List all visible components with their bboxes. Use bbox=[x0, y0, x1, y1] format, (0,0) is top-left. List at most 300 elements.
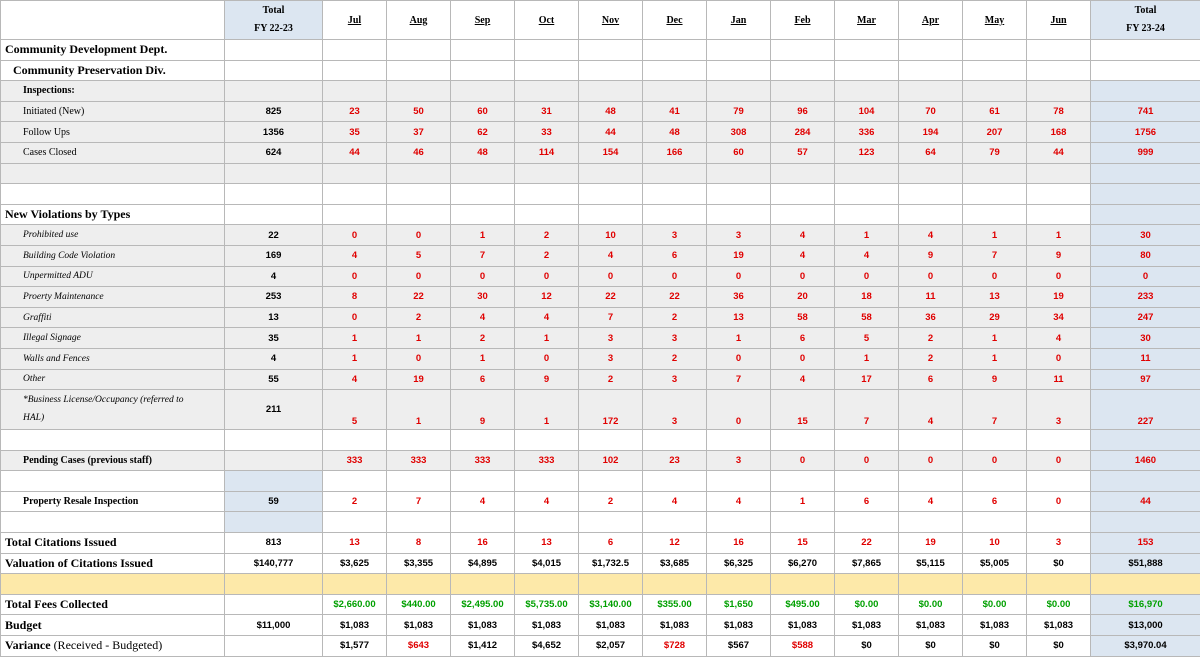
header-month-jul: Jul bbox=[323, 1, 387, 40]
violation-row-month-cell: 0 bbox=[771, 266, 835, 287]
violation-row-month-cell: 36 bbox=[707, 287, 771, 308]
violation-row-month-cell: 9 bbox=[899, 245, 963, 266]
variance-row-month-cell: $588 bbox=[771, 636, 835, 657]
empty-cell bbox=[225, 471, 323, 492]
violation-row bbox=[1, 348, 1200, 369]
business-license-row bbox=[1, 390, 1200, 430]
violation-row-month-cell: 2 bbox=[515, 225, 579, 246]
violation-row-month-cell: 58 bbox=[835, 307, 899, 328]
violation-row-month-cell: 5 bbox=[835, 328, 899, 349]
header-month-dec: Dec bbox=[643, 1, 707, 40]
citations-row-month-cell: 16 bbox=[707, 533, 771, 554]
empty-cell bbox=[323, 471, 387, 492]
violation-row-month-cell: 1 bbox=[323, 348, 387, 369]
business-label-line2: HAL) bbox=[23, 413, 45, 424]
division-title: Community Preservation Div. bbox=[1, 60, 225, 81]
valuation-row-prev-total: $140,777 bbox=[225, 553, 323, 574]
violation-row-month-cell: 1 bbox=[451, 348, 515, 369]
resale-row-total: 44 bbox=[1091, 491, 1200, 512]
fees-row-month-cell: $0.00 bbox=[963, 594, 1027, 615]
violation-row-month-cell: 18 bbox=[835, 287, 899, 308]
spacer-row bbox=[1, 184, 1200, 205]
violation-row-month-cell: 9 bbox=[515, 369, 579, 390]
valuation-row-month-cell: $5,005 bbox=[963, 553, 1027, 574]
violation-row-month-cell: 1 bbox=[1027, 225, 1091, 246]
violation-row-month-cell: 58 bbox=[771, 307, 835, 328]
violation-row-month-cell: 1 bbox=[707, 328, 771, 349]
business-month-cell: 5 bbox=[323, 390, 387, 430]
gold-separator-row bbox=[1, 574, 1200, 595]
empty-cell bbox=[579, 471, 643, 492]
violation-row-total: 0 bbox=[1091, 266, 1200, 287]
violation-row bbox=[1, 328, 1200, 349]
budget-row-month-cell: $1,083 bbox=[579, 615, 643, 636]
empty-cell bbox=[323, 574, 387, 595]
violation-row-month-cell: 3 bbox=[643, 225, 707, 246]
header-month-nov: Nov bbox=[579, 1, 643, 40]
fees-row-month-cell: $0.00 bbox=[1027, 594, 1091, 615]
violation-row bbox=[1, 369, 1200, 390]
empty-cell bbox=[225, 40, 323, 61]
budget-row-month-cell: $1,083 bbox=[643, 615, 707, 636]
inspection-row-month-cell: 61 bbox=[963, 101, 1027, 122]
resale-row-month-cell: 0 bbox=[1027, 491, 1091, 512]
inspection-row-month-cell: 70 bbox=[899, 101, 963, 122]
pending-row-month-cell: 0 bbox=[899, 450, 963, 471]
header-month-sep: Sep bbox=[451, 1, 515, 40]
business-prev-total: 211 bbox=[225, 390, 323, 430]
empty-cell bbox=[963, 512, 1027, 533]
empty-cell bbox=[1, 471, 225, 492]
variance-row-label bbox=[1, 636, 225, 657]
header-month-aug: Aug bbox=[387, 1, 451, 40]
citations-row bbox=[1, 533, 1200, 554]
violation-row-month-cell: 4 bbox=[515, 307, 579, 328]
resale-row-month-cell: 4 bbox=[643, 491, 707, 512]
inspection-row bbox=[1, 122, 1200, 143]
violation-row-month-cell: 13 bbox=[707, 307, 771, 328]
violation-row-month-cell: 4 bbox=[451, 307, 515, 328]
inspection-row-month-cell: 48 bbox=[643, 122, 707, 143]
variance-row bbox=[1, 636, 1200, 657]
violation-row-month-cell: 0 bbox=[1027, 266, 1091, 287]
inspection-row-month-cell: 166 bbox=[643, 142, 707, 163]
pending-row-month-cell: 3 bbox=[707, 450, 771, 471]
empty-cell bbox=[771, 471, 835, 492]
violation-row-month-cell: 22 bbox=[579, 287, 643, 308]
violation-row-month-cell: 12 bbox=[515, 287, 579, 308]
division-row bbox=[1, 60, 1200, 81]
violations-heading-row bbox=[1, 204, 1200, 225]
valuation-row-month-cell: $3,625 bbox=[323, 553, 387, 574]
header-blank-cell bbox=[1, 1, 225, 40]
header-total-fy23-24 bbox=[1091, 1, 1200, 40]
violation-row-month-cell: 2 bbox=[643, 307, 707, 328]
violation-row-label: Graffiti bbox=[1, 307, 225, 328]
violations-rows bbox=[1, 225, 1200, 390]
header-total-prev-line2: FY 22-23 bbox=[254, 23, 293, 34]
empty-cell bbox=[771, 512, 835, 533]
citations-row-month-cell: 16 bbox=[451, 533, 515, 554]
inspection-row-month-cell: 57 bbox=[771, 142, 835, 163]
resale-row-month-cell: 4 bbox=[515, 491, 579, 512]
violation-row-month-cell: 36 bbox=[899, 307, 963, 328]
header-month-may: May bbox=[963, 1, 1027, 40]
violation-row-prev-total: 4 bbox=[225, 266, 323, 287]
budget-row-month-cell: $1,083 bbox=[707, 615, 771, 636]
business-month-cell: 15 bbox=[771, 390, 835, 430]
empty-cell bbox=[1, 574, 225, 595]
valuation-row-month-cell: $1,732.5 bbox=[579, 553, 643, 574]
spacer-row bbox=[1, 512, 1200, 533]
spacer-row bbox=[1, 471, 1200, 492]
inspection-row-month-cell: 104 bbox=[835, 101, 899, 122]
inspection-row-month-cell: 48 bbox=[579, 101, 643, 122]
empty-cell bbox=[899, 574, 963, 595]
violation-row-month-cell: 4 bbox=[323, 369, 387, 390]
violation-row-month-cell: 11 bbox=[899, 287, 963, 308]
inspection-row-month-cell: 44 bbox=[323, 142, 387, 163]
violation-row-month-cell: 30 bbox=[451, 287, 515, 308]
business-total: 227 bbox=[1091, 390, 1200, 430]
violations-heading: New Violations by Types bbox=[1, 204, 225, 225]
budget-row-month-cell: $1,083 bbox=[899, 615, 963, 636]
empty-cell bbox=[707, 574, 771, 595]
valuation-row-month-cell: $3,355 bbox=[387, 553, 451, 574]
violation-row bbox=[1, 287, 1200, 308]
business-month-cell: 0 bbox=[707, 390, 771, 430]
inspection-row bbox=[1, 101, 1200, 122]
inspection-row bbox=[1, 142, 1200, 163]
inspection-row-month-cell: 79 bbox=[963, 142, 1027, 163]
violation-row bbox=[1, 225, 1200, 246]
violation-row-month-cell: 19 bbox=[1027, 287, 1091, 308]
empty-cell bbox=[643, 512, 707, 533]
violation-row-month-cell: 4 bbox=[579, 245, 643, 266]
budget-row-month-cell: $1,083 bbox=[963, 615, 1027, 636]
inspection-row-month-cell: 23 bbox=[323, 101, 387, 122]
valuation-row-month-cell: $4,895 bbox=[451, 553, 515, 574]
violation-row-month-cell: 7 bbox=[963, 245, 1027, 266]
violation-row-total: 30 bbox=[1091, 328, 1200, 349]
header-month-oct: Oct bbox=[515, 1, 579, 40]
violation-row-month-cell: 0 bbox=[835, 266, 899, 287]
budget-row-month-cell: $1,083 bbox=[835, 615, 899, 636]
empty-cell bbox=[1027, 512, 1091, 533]
violation-row-month-cell: 7 bbox=[451, 245, 515, 266]
violation-row-month-cell: 3 bbox=[579, 328, 643, 349]
valuation-row-month-cell: $6,325 bbox=[707, 553, 771, 574]
violation-row-label: Proerty Maintenance bbox=[1, 287, 225, 308]
violation-row-month-cell: 0 bbox=[451, 266, 515, 287]
violation-row-month-cell: 6 bbox=[771, 328, 835, 349]
citations-row-month-cell: 13 bbox=[515, 533, 579, 554]
header-month-apr: Apr bbox=[899, 1, 963, 40]
resale-row-month-cell: 2 bbox=[323, 491, 387, 512]
inspections-heading: Inspections: bbox=[1, 81, 225, 102]
header-total-fy22-23 bbox=[225, 1, 323, 40]
valuation-row-month-cell: $0 bbox=[1027, 553, 1091, 574]
pending-row-month-cell: 0 bbox=[771, 450, 835, 471]
violation-row-month-cell: 2 bbox=[579, 369, 643, 390]
violation-row-month-cell: 4 bbox=[899, 225, 963, 246]
violation-row-month-cell: 2 bbox=[515, 245, 579, 266]
violation-row-month-cell: 9 bbox=[963, 369, 1027, 390]
violation-row-month-cell: 0 bbox=[963, 266, 1027, 287]
budget-row-month-cell: $1,083 bbox=[1027, 615, 1091, 636]
violation-row-month-cell: 0 bbox=[899, 266, 963, 287]
variance-row-month-cell: $0 bbox=[835, 636, 899, 657]
inspection-row-month-cell: 78 bbox=[1027, 101, 1091, 122]
fees-row-month-cell: $495.00 bbox=[771, 594, 835, 615]
violation-row-month-cell: 4 bbox=[1027, 328, 1091, 349]
inspection-row-month-cell: 114 bbox=[515, 142, 579, 163]
variance-row-total: $3,970.04 bbox=[1091, 636, 1200, 657]
violation-row-month-cell: 6 bbox=[643, 245, 707, 266]
violation-row-month-cell: 10 bbox=[579, 225, 643, 246]
budget-row-month-cell: $1,083 bbox=[323, 615, 387, 636]
empty-cell bbox=[707, 512, 771, 533]
violation-row-prev-total: 253 bbox=[225, 287, 323, 308]
inspection-row-month-cell: 168 bbox=[1027, 122, 1091, 143]
violation-row-month-cell: 1 bbox=[963, 225, 1027, 246]
violation-row-month-cell: 6 bbox=[899, 369, 963, 390]
citations-row-month-cell: 15 bbox=[771, 533, 835, 554]
violation-row-month-cell: 1 bbox=[323, 328, 387, 349]
fees-row-month-cell: $5,735.00 bbox=[515, 594, 579, 615]
inspection-row-month-cell: 96 bbox=[771, 101, 835, 122]
dept-row bbox=[1, 40, 1200, 61]
dept-title: Community Development Dept. bbox=[1, 40, 225, 61]
violation-row-month-cell: 3 bbox=[643, 369, 707, 390]
empty-cell bbox=[1091, 471, 1200, 492]
violation-row-month-cell: 3 bbox=[643, 328, 707, 349]
violation-row-prev-total: 35 bbox=[225, 328, 323, 349]
budget-row-month-cell: $1,083 bbox=[451, 615, 515, 636]
header-month-mar: Mar bbox=[835, 1, 899, 40]
inspection-row-month-cell: 308 bbox=[707, 122, 771, 143]
budget-row-total: $13,000 bbox=[1091, 615, 1200, 636]
pending-row-month-cell: 333 bbox=[451, 450, 515, 471]
resale-row-label: Property Resale Inspection bbox=[1, 491, 225, 512]
violation-row-month-cell: 0 bbox=[387, 348, 451, 369]
violation-row-month-cell: 19 bbox=[707, 245, 771, 266]
violation-row-month-cell: 4 bbox=[771, 369, 835, 390]
inspection-row-prev-total: 825 bbox=[225, 101, 323, 122]
violation-row-month-cell: 0 bbox=[707, 266, 771, 287]
empty-cell bbox=[515, 574, 579, 595]
violation-row-prev-total: 169 bbox=[225, 245, 323, 266]
empty-cell bbox=[451, 574, 515, 595]
citations-row-month-cell: 6 bbox=[579, 533, 643, 554]
empty-cell bbox=[1091, 574, 1200, 595]
empty-cell bbox=[579, 512, 643, 533]
citations-row-month-cell: 19 bbox=[899, 533, 963, 554]
empty-cell bbox=[515, 512, 579, 533]
budget-row bbox=[1, 615, 1200, 636]
header-total-curr-line2: FY 23-24 bbox=[1126, 23, 1165, 34]
violation-row-total: 233 bbox=[1091, 287, 1200, 308]
valuation-row-label: Valuation of Citations Issued bbox=[1, 553, 225, 574]
violation-row bbox=[1, 307, 1200, 328]
business-month-cell: 1 bbox=[515, 390, 579, 430]
variance-label-rest: (Received - Budgeted) bbox=[50, 638, 163, 653]
violation-row-month-cell: 0 bbox=[323, 307, 387, 328]
violation-row-month-cell: 6 bbox=[451, 369, 515, 390]
citations-row-total: 153 bbox=[1091, 533, 1200, 554]
pending-row-month-cell: 333 bbox=[387, 450, 451, 471]
violation-row-month-cell: 8 bbox=[323, 287, 387, 308]
violation-row-month-cell: 19 bbox=[387, 369, 451, 390]
header-month-jan: Jan bbox=[707, 1, 771, 40]
violation-row-month-cell: 1 bbox=[963, 348, 1027, 369]
business-month-cell: 1 bbox=[387, 390, 451, 430]
violation-row-month-cell: 9 bbox=[1027, 245, 1091, 266]
pending-row-month-cell: 333 bbox=[515, 450, 579, 471]
violation-row-month-cell: 0 bbox=[387, 225, 451, 246]
violation-row-label: Prohibited use bbox=[1, 225, 225, 246]
empty-cell bbox=[899, 471, 963, 492]
violation-row-month-cell: 3 bbox=[579, 348, 643, 369]
business-month-cell: 172 bbox=[579, 390, 643, 430]
inspection-row-month-cell: 35 bbox=[323, 122, 387, 143]
violation-row-month-cell: 2 bbox=[387, 307, 451, 328]
inspections-heading-row bbox=[1, 81, 1200, 102]
violation-row-month-cell: 4 bbox=[323, 245, 387, 266]
violation-row-month-cell: 2 bbox=[643, 348, 707, 369]
violation-row-month-cell: 0 bbox=[323, 225, 387, 246]
empty-cell bbox=[1027, 471, 1091, 492]
summary-rows bbox=[1, 450, 1200, 656]
empty-cell bbox=[835, 574, 899, 595]
violation-row-label: Building Code Violation bbox=[1, 245, 225, 266]
violation-row bbox=[1, 245, 1200, 266]
business-label-line1: *Business License/Occupancy (referred to bbox=[23, 395, 184, 406]
violation-row-total: 247 bbox=[1091, 307, 1200, 328]
empty-cell bbox=[643, 574, 707, 595]
inspection-row-month-cell: 154 bbox=[579, 142, 643, 163]
inspections-rows bbox=[1, 101, 1200, 163]
citations-row-month-cell: 12 bbox=[643, 533, 707, 554]
inspection-row-month-cell: 194 bbox=[899, 122, 963, 143]
violation-row-month-cell: 7 bbox=[579, 307, 643, 328]
violation-row-prev-total: 55 bbox=[225, 369, 323, 390]
empty-cell bbox=[1, 512, 225, 533]
resale-row-month-cell: 7 bbox=[387, 491, 451, 512]
violation-row-month-cell: 3 bbox=[707, 225, 771, 246]
business-license-label bbox=[1, 390, 225, 430]
violation-row-month-cell: 1 bbox=[835, 225, 899, 246]
valuation-row bbox=[1, 553, 1200, 574]
header-month-feb: Feb bbox=[771, 1, 835, 40]
variance-row-month-cell: $728 bbox=[643, 636, 707, 657]
inspection-row-month-cell: 46 bbox=[387, 142, 451, 163]
empty-cell bbox=[963, 471, 1027, 492]
pending-row-total: 1460 bbox=[1091, 450, 1200, 471]
variance-label-bold: Variance bbox=[5, 638, 51, 653]
violation-row-month-cell: 0 bbox=[1027, 348, 1091, 369]
empty-cell bbox=[515, 471, 579, 492]
violation-row-month-cell: 0 bbox=[515, 266, 579, 287]
inspection-row-month-cell: 62 bbox=[451, 122, 515, 143]
inspection-row-month-cell: 60 bbox=[451, 101, 515, 122]
business-month-cell: 3 bbox=[643, 390, 707, 430]
budget-row-month-cell: $1,083 bbox=[387, 615, 451, 636]
inspection-row-month-cell: 207 bbox=[963, 122, 1027, 143]
spacer-row bbox=[1, 430, 1200, 451]
inspection-row-month-cell: 284 bbox=[771, 122, 835, 143]
valuation-row-month-cell: $3,685 bbox=[643, 553, 707, 574]
variance-row-month-cell: $2,057 bbox=[579, 636, 643, 657]
citations-row-month-cell: 3 bbox=[1027, 533, 1091, 554]
resale-row-month-cell: 1 bbox=[771, 491, 835, 512]
violation-row-month-cell: 11 bbox=[1027, 369, 1091, 390]
citations-row-month-cell: 13 bbox=[323, 533, 387, 554]
inspection-row-month-cell: 31 bbox=[515, 101, 579, 122]
pending-row-month-cell: 0 bbox=[1027, 450, 1091, 471]
empty-cell bbox=[835, 512, 899, 533]
violation-row-total: 11 bbox=[1091, 348, 1200, 369]
budget-row-label: Budget bbox=[1, 615, 225, 636]
inspection-row-month-cell: 60 bbox=[707, 142, 771, 163]
empty-cell bbox=[1027, 574, 1091, 595]
violation-row bbox=[1, 266, 1200, 287]
empty-cell bbox=[451, 512, 515, 533]
violation-row-month-cell: 0 bbox=[643, 266, 707, 287]
inspection-row-total: 741 bbox=[1091, 101, 1200, 122]
resale-row-prev-total: 59 bbox=[225, 491, 323, 512]
pending-row-prev-total bbox=[225, 450, 323, 471]
inspection-row-month-cell: 41 bbox=[643, 101, 707, 122]
budget-row-month-cell: $1,083 bbox=[515, 615, 579, 636]
inspection-row-label: Cases Closed bbox=[1, 142, 225, 163]
variance-row-month-cell: $1,412 bbox=[451, 636, 515, 657]
empty-cell bbox=[835, 471, 899, 492]
inspection-row-month-cell: 79 bbox=[707, 101, 771, 122]
header-row bbox=[1, 1, 1200, 40]
violation-row-month-cell: 1 bbox=[835, 348, 899, 369]
inspection-row-month-cell: 50 bbox=[387, 101, 451, 122]
pending-row-month-cell: 0 bbox=[835, 450, 899, 471]
variance-row-month-cell: $567 bbox=[707, 636, 771, 657]
inspection-row-month-cell: 44 bbox=[579, 122, 643, 143]
violation-row-month-cell: 0 bbox=[707, 348, 771, 369]
variance-row-prev-total bbox=[225, 636, 323, 657]
fees-row-month-cell: $2,495.00 bbox=[451, 594, 515, 615]
violation-row-prev-total: 13 bbox=[225, 307, 323, 328]
fees-row-month-cell: $440.00 bbox=[387, 594, 451, 615]
inspection-row-prev-total: 1356 bbox=[225, 122, 323, 143]
fees-row-month-cell: $355.00 bbox=[643, 594, 707, 615]
empty-cell bbox=[323, 512, 387, 533]
variance-row-month-cell: $4,652 bbox=[515, 636, 579, 657]
variance-row-month-cell: $0 bbox=[899, 636, 963, 657]
business-month-cell: 3 bbox=[1027, 390, 1091, 430]
pending-row-month-cell: 102 bbox=[579, 450, 643, 471]
violation-row-month-cell: 22 bbox=[387, 287, 451, 308]
fees-row-label: Total Fees Collected bbox=[1, 594, 225, 615]
variance-row-month-cell: $1,577 bbox=[323, 636, 387, 657]
resale-row-month-cell: 2 bbox=[579, 491, 643, 512]
valuation-row-total: $51,888 bbox=[1091, 553, 1200, 574]
violation-row-month-cell: 4 bbox=[771, 225, 835, 246]
citations-row-label: Total Citations Issued bbox=[1, 533, 225, 554]
valuation-row-month-cell: $4,015 bbox=[515, 553, 579, 574]
variance-row-month-cell: $643 bbox=[387, 636, 451, 657]
violation-row-month-cell: 1 bbox=[387, 328, 451, 349]
violation-row-month-cell: 17 bbox=[835, 369, 899, 390]
pending-row-month-cell: 23 bbox=[643, 450, 707, 471]
